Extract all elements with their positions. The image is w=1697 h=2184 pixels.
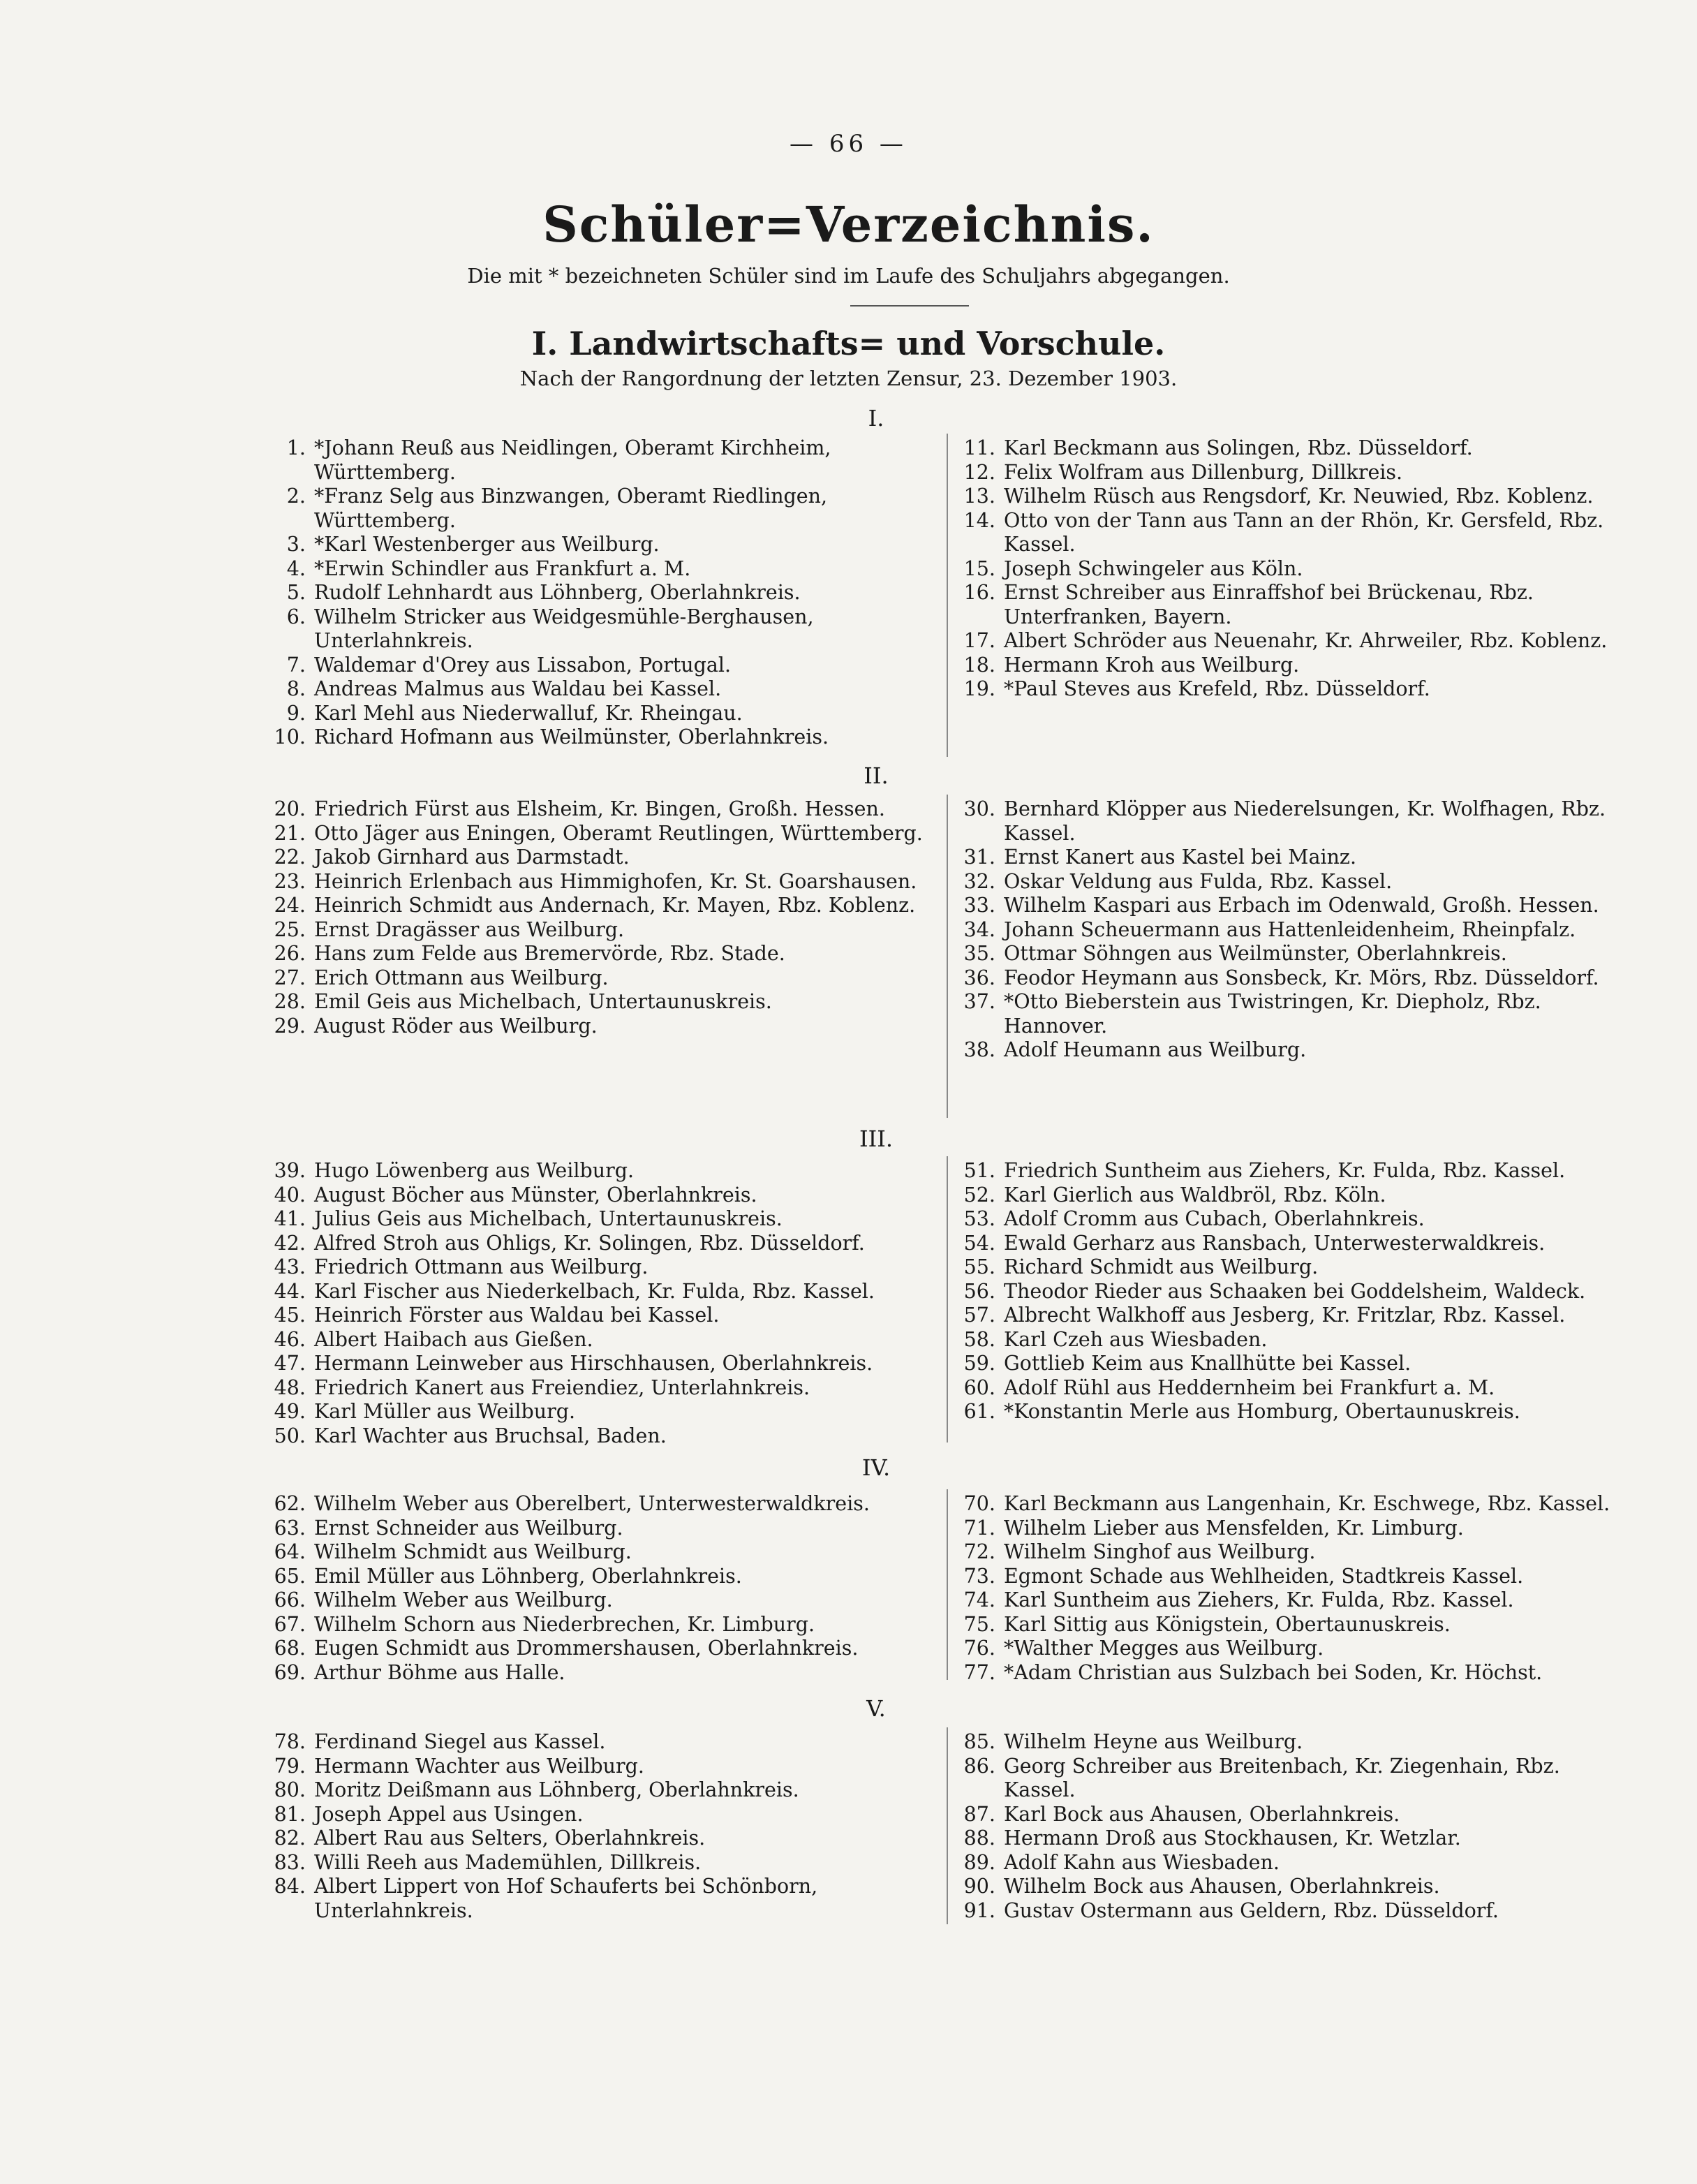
- student-number: 84.: [274, 1875, 306, 1898]
- student-name: Wilhelm Rüsch aus Rengsdorf, Kr. Neuwied, Rbz. Koblenz.: [1004, 485, 1594, 508]
- student-entry: [955, 581, 1625, 629]
- student-name: *Karl Westenberger aus Weilburg.: [314, 533, 660, 556]
- student-column-right: [955, 1492, 1625, 1685]
- student-entry: [265, 1565, 935, 1589]
- student-name: Theodor Rieder aus Schaaken bei Goddelsheim, Waldeck.: [1004, 1279, 1586, 1303]
- student-number: 62.: [274, 1492, 306, 1515]
- student-name: Johann Scheuermann aus Hattenleidenheim, Rheinpfalz.: [1004, 917, 1576, 941]
- student-number: 83.: [274, 1850, 306, 1874]
- student-number: 79.: [274, 1754, 306, 1778]
- student-entry: [955, 1565, 1625, 1589]
- page-subtitle: Die mit * bezeichneten Schüler sind im Laufe des Schuljahrs abgegangen.: [467, 264, 1230, 288]
- student-name: Heinrich Erlenbach aus Himmighofen, Kr. St. Goarshausen.: [314, 869, 917, 893]
- student-number: 86.: [963, 1754, 995, 1778]
- student-entry: [265, 1778, 935, 1803]
- student-entry: [955, 1875, 1625, 1899]
- student-name: Wilhelm Stricker aus Weidgesmühle-Berghausen, Unterlahnkreis.: [314, 605, 814, 652]
- student-entry: [265, 1183, 935, 1208]
- student-number: 75.: [963, 1612, 995, 1636]
- student-name: Ewald Gerharz aus Ransbach, Unterwesterwaldkreis.: [1004, 1231, 1546, 1255]
- student-name: Emil Müller aus Löhnberg, Oberlahnkreis.: [314, 1564, 742, 1588]
- student-number: 48.: [274, 1375, 306, 1399]
- student-entry: [955, 1803, 1625, 1827]
- page-title: Schüler=Verzeichnis.: [542, 195, 1155, 253]
- student-number: 57.: [963, 1304, 995, 1327]
- student-number: 3.: [286, 533, 306, 556]
- student-entry: [955, 1827, 1625, 1851]
- column-divider: [947, 434, 948, 757]
- student-number: 2.: [286, 485, 306, 508]
- student-column-right: [955, 1159, 1625, 1424]
- student-entry: [265, 1400, 935, 1424]
- student-entry: [265, 485, 935, 533]
- student-number: 27.: [274, 966, 306, 989]
- student-number: 54.: [963, 1231, 995, 1255]
- student-entry: [955, 1517, 1625, 1541]
- student-entry: [265, 822, 935, 846]
- student-entry: [955, 1661, 1625, 1685]
- student-column-left: [265, 436, 935, 750]
- student-number: 53.: [963, 1207, 995, 1230]
- student-column-left: [265, 1730, 935, 1923]
- student-name: Hermann Kroh aus Weilburg.: [1004, 653, 1300, 677]
- student-entry: [955, 1400, 1625, 1424]
- student-number: 66.: [274, 1588, 306, 1611]
- student-name: Otto Jäger aus Eningen, Oberamt Reutlingen, Württemberg.: [314, 821, 923, 845]
- student-entry: [955, 1183, 1625, 1208]
- student-entry: [955, 966, 1625, 991]
- student-number: 44.: [274, 1279, 306, 1303]
- student-number: 30.: [963, 797, 995, 820]
- student-number: 1.: [286, 436, 306, 459]
- class-label: II.: [864, 762, 889, 789]
- student-number: 58.: [963, 1327, 995, 1351]
- student-entry: [955, 509, 1625, 557]
- student-number: 19.: [963, 677, 995, 700]
- student-number: 35.: [963, 942, 995, 965]
- student-name: *Franz Selg aus Binzwangen, Oberamt Riedlingen, Württemberg.: [314, 485, 828, 532]
- student-entry: [265, 1588, 935, 1613]
- student-entry: [265, 1328, 935, 1352]
- student-name: Hermann Wachter aus Weilburg.: [314, 1754, 644, 1778]
- student-entry: [955, 1637, 1625, 1661]
- student-name: Felix Wolfram aus Dillenburg, Dillkreis.: [1004, 460, 1403, 484]
- column-divider: [947, 795, 948, 1118]
- student-entry: [265, 1014, 935, 1039]
- student-entry: [265, 1207, 935, 1232]
- student-number: 51.: [963, 1159, 995, 1182]
- student-entry: [265, 605, 935, 654]
- student-entry: [955, 1899, 1625, 1924]
- student-entry: [955, 1492, 1625, 1517]
- student-name: Joseph Appel aus Usingen.: [314, 1802, 584, 1826]
- student-number: 70.: [963, 1492, 995, 1515]
- student-entry: [955, 918, 1625, 943]
- student-name: Hans zum Felde aus Bremervörde, Rbz. Stade.: [314, 942, 785, 965]
- student-name: Adolf Heumann aus Weilburg.: [1004, 1038, 1307, 1061]
- student-number: 73.: [963, 1564, 995, 1588]
- student-name: Jakob Girnhard aus Darmstadt.: [314, 846, 630, 869]
- student-entry: [265, 870, 935, 894]
- student-name: Julius Geis aus Michelbach, Untertaunuskreis.: [314, 1207, 783, 1230]
- student-entry: [265, 1304, 935, 1328]
- student-number: 60.: [963, 1375, 995, 1399]
- student-number: 18.: [963, 653, 995, 677]
- student-entry: [265, 918, 935, 943]
- student-name: Ernst Schreiber aus Einraffshof bei Brückenau, Rbz. Unterfranken, Bayern.: [1004, 581, 1534, 628]
- student-number: 4.: [286, 556, 306, 580]
- student-name: August Röder aus Weilburg.: [314, 1014, 598, 1038]
- student-entry: [265, 1827, 935, 1851]
- student-entry: [265, 533, 935, 557]
- student-name: Joseph Schwingeler aus Köln.: [1004, 556, 1303, 580]
- student-number: 67.: [274, 1612, 306, 1636]
- student-name: Adolf Kahn aus Wiesbaden.: [1004, 1850, 1280, 1874]
- student-number: 23.: [274, 869, 306, 893]
- student-entry: [955, 870, 1625, 894]
- student-entry: [265, 942, 935, 966]
- student-name: Willi Reeh aus Mademühlen, Dillkreis.: [314, 1850, 702, 1874]
- student-number: 40.: [274, 1183, 306, 1207]
- student-number: 72.: [963, 1540, 995, 1563]
- student-number: 68.: [274, 1637, 306, 1660]
- student-number: 34.: [963, 917, 995, 941]
- student-name: Albert Schröder aus Neuenahr, Kr. Ahrweiler, Rbz. Koblenz.: [1004, 629, 1608, 652]
- student-name: Wilhelm Weber aus Weilburg.: [314, 1588, 613, 1611]
- student-name: Karl Beckmann aus Langenhain, Kr. Eschwege, Rbz. Kassel.: [1004, 1492, 1610, 1515]
- student-entry: [955, 990, 1625, 1038]
- student-name: Wilhelm Singhof aus Weilburg.: [1004, 1540, 1316, 1563]
- student-entry: [265, 1803, 935, 1827]
- student-number: 74.: [963, 1588, 995, 1611]
- title-rule: [850, 305, 969, 307]
- student-number: 15.: [963, 556, 995, 580]
- student-name: Heinrich Schmidt aus Andernach, Kr. Mayen, Rbz. Koblenz.: [314, 894, 916, 917]
- student-entry: [955, 1730, 1625, 1755]
- student-number: 9.: [286, 701, 306, 725]
- student-name: Ernst Schneider aus Weilburg.: [314, 1516, 623, 1540]
- student-number: 85.: [963, 1730, 995, 1753]
- column-divider: [947, 1727, 948, 1924]
- student-number: 50.: [274, 1424, 306, 1447]
- student-number: 80.: [274, 1778, 306, 1801]
- student-name: Karl Gierlich aus Waldbröl, Rbz. Köln.: [1004, 1183, 1386, 1207]
- student-name: Erich Ottmann aus Weilburg.: [314, 966, 609, 989]
- student-entry: [955, 1613, 1625, 1637]
- student-number: 41.: [274, 1207, 306, 1230]
- student-number: 26.: [274, 942, 306, 965]
- student-number: 17.: [963, 629, 995, 652]
- student-number: 10.: [274, 725, 306, 748]
- student-entry: [265, 1280, 935, 1304]
- section-subheading: Nach der Rangordnung der letzten Zensur, 23. Dezember 1903.: [519, 367, 1178, 390]
- student-number: 12.: [963, 460, 995, 484]
- student-number: 55.: [963, 1255, 995, 1278]
- student-number: 90.: [963, 1875, 995, 1898]
- student-name: Friedrich Ottmann aus Weilburg.: [314, 1255, 649, 1278]
- student-name: *Otto Bieberstein aus Twistringen, Kr. Diepholz, Rbz. Hannover.: [1004, 990, 1541, 1038]
- student-entry: [955, 629, 1625, 654]
- student-number: 22.: [274, 846, 306, 869]
- student-number: 5.: [286, 581, 306, 604]
- student-entry: [955, 677, 1625, 702]
- student-name: Friedrich Suntheim aus Ziehers, Kr. Fulda, Rbz. Kassel.: [1004, 1159, 1566, 1182]
- student-number: 7.: [286, 653, 306, 677]
- student-name: Karl Bock aus Ahausen, Oberlahnkreis.: [1004, 1802, 1400, 1826]
- student-number: 89.: [963, 1850, 995, 1874]
- student-entry: [955, 1255, 1625, 1280]
- class-label: V.: [866, 1695, 886, 1722]
- student-name: Adolf Cromm aus Cubach, Oberlahnkreis.: [1004, 1207, 1425, 1230]
- student-entry: [955, 1232, 1625, 1256]
- student-number: 76.: [963, 1637, 995, 1660]
- student-number: 81.: [274, 1802, 306, 1826]
- student-name: August Böcher aus Münster, Oberlahnkreis.: [314, 1183, 757, 1207]
- student-name: Wilhelm Schmidt aus Weilburg.: [314, 1540, 632, 1563]
- student-name: Gustav Ostermann aus Geldern, Rbz. Düsseldorf.: [1004, 1898, 1499, 1922]
- student-entry: [265, 894, 935, 918]
- student-name: Karl Beckmann aus Solingen, Rbz. Düsseldorf.: [1004, 436, 1473, 459]
- student-entry: [265, 990, 935, 1014]
- student-name: Karl Suntheim aus Ziehers, Kr. Fulda, Rbz. Kassel.: [1004, 1588, 1514, 1611]
- student-name: Friedrich Kanert aus Freiendiez, Unterlahnkreis.: [314, 1375, 810, 1399]
- student-number: 8.: [286, 677, 306, 700]
- student-column-left: [265, 797, 935, 1038]
- student-number: 6.: [286, 605, 306, 628]
- student-number: 21.: [274, 821, 306, 845]
- student-name: *Walther Megges aus Weilburg.: [1004, 1637, 1324, 1660]
- student-name: Georg Schreiber aus Breitenbach, Kr. Ziegenhain, Rbz. Kassel.: [1004, 1754, 1560, 1801]
- student-entry: [955, 1588, 1625, 1613]
- student-number: 91.: [963, 1898, 995, 1922]
- student-entry: [955, 846, 1625, 870]
- student-entry: [955, 1376, 1625, 1401]
- student-name: Karl Mehl aus Niederwalluf, Kr. Rheingau.: [314, 701, 743, 725]
- student-entry: [265, 677, 935, 702]
- student-name: Hermann Leinweber aus Hirschhausen, Oberlahnkreis.: [314, 1352, 873, 1375]
- student-column-left: [265, 1159, 935, 1448]
- student-entry: [955, 1207, 1625, 1232]
- student-name: Karl Fischer aus Niederkelbach, Kr. Fulda, Rbz. Kassel.: [314, 1279, 875, 1303]
- student-name: Richard Hofmann aus Weilmünster, Oberlahnkreis.: [314, 725, 829, 748]
- student-entry: [955, 557, 1625, 582]
- student-name: Ottmar Söhngen aus Weilmünster, Oberlahnkreis.: [1004, 942, 1507, 965]
- student-name: Bernhard Klöpper aus Niederelsungen, Kr. Wolfhagen, Rbz. Kassel.: [1004, 797, 1606, 845]
- student-entry: [955, 1159, 1625, 1183]
- student-number: 42.: [274, 1231, 306, 1255]
- student-entry: [955, 1038, 1625, 1063]
- student-number: 47.: [274, 1352, 306, 1375]
- student-name: Wilhelm Lieber aus Mensfelden, Kr. Limburg.: [1004, 1516, 1464, 1540]
- class-label: III.: [859, 1126, 894, 1152]
- student-entry: [955, 1755, 1625, 1803]
- student-entry: [265, 1352, 935, 1376]
- student-name: Waldemar d'Orey aus Lissabon, Portugal.: [314, 653, 732, 677]
- student-name: Albrecht Walkhoff aus Jesberg, Kr. Fritzlar, Rbz. Kassel.: [1004, 1304, 1566, 1327]
- student-number: 13.: [963, 485, 995, 508]
- student-number: 71.: [963, 1516, 995, 1540]
- student-name: Egmont Schade aus Wehlheiden, Stadtkreis Kassel.: [1004, 1564, 1524, 1588]
- student-number: 33.: [963, 894, 995, 917]
- student-name: Heinrich Förster aus Waldau bei Kassel.: [314, 1304, 720, 1327]
- student-name: *Adam Christian aus Sulzbach bei Soden, Kr. Höchst.: [1004, 1660, 1543, 1684]
- student-number: 87.: [963, 1802, 995, 1826]
- student-number: 52.: [963, 1183, 995, 1207]
- student-name: Ernst Dragässer aus Weilburg.: [314, 917, 625, 941]
- student-entry: [265, 1255, 935, 1280]
- student-entry: [265, 1637, 935, 1661]
- student-entry: [265, 1159, 935, 1183]
- student-entry: [955, 654, 1625, 678]
- student-name: Wilhelm Schorn aus Niederbrechen, Kr. Limburg.: [314, 1612, 815, 1636]
- student-entry: [955, 1328, 1625, 1352]
- student-name: Hermann Droß aus Stockhausen, Kr. Wetzlar.: [1004, 1827, 1461, 1850]
- student-column-right: [955, 436, 1625, 702]
- class-label: I.: [868, 405, 884, 431]
- student-number: 61.: [963, 1400, 995, 1423]
- student-number: 29.: [274, 1014, 306, 1038]
- student-number: 77.: [963, 1660, 995, 1684]
- student-name: Oskar Veldung aus Fulda, Rbz. Kassel.: [1004, 869, 1393, 893]
- student-number: 32.: [963, 869, 995, 893]
- student-name: Gottlieb Keim aus Knallhütte bei Kassel.: [1004, 1352, 1411, 1375]
- student-name: Karl Czeh aus Wiesbaden.: [1004, 1327, 1268, 1351]
- student-entry: [265, 436, 935, 485]
- student-entry: [955, 436, 1625, 461]
- student-entry: [265, 1232, 935, 1256]
- student-number: 59.: [963, 1352, 995, 1375]
- student-entry: [265, 1730, 935, 1755]
- student-name: Richard Schmidt aus Weilburg.: [1004, 1255, 1319, 1278]
- student-entry: [265, 1517, 935, 1541]
- student-name: Albert Lippert von Hof Schauferts bei Schönborn, Unterlahnkreis.: [314, 1875, 818, 1922]
- student-name: Wilhelm Heyne aus Weilburg.: [1004, 1730, 1303, 1753]
- column-divider: [947, 1156, 948, 1443]
- student-entry: [265, 1613, 935, 1637]
- student-name: *Paul Steves aus Krefeld, Rbz. Düsseldorf.: [1004, 677, 1430, 700]
- student-entry: [265, 1424, 935, 1449]
- student-name: Moritz Deißmann aus Löhnberg, Oberlahnkreis.: [314, 1778, 799, 1801]
- student-entry: [265, 1492, 935, 1517]
- page-number: — 66 —: [790, 130, 907, 158]
- student-number: 49.: [274, 1400, 306, 1423]
- student-number: 38.: [963, 1038, 995, 1061]
- student-name: Karl Wachter aus Bruchsal, Baden.: [314, 1424, 667, 1447]
- student-entry: [955, 1280, 1625, 1304]
- student-entry: [955, 485, 1625, 509]
- student-name: Ernst Kanert aus Kastel bei Mainz.: [1004, 846, 1356, 869]
- student-name: Karl Müller aus Weilburg.: [314, 1400, 576, 1423]
- student-name: Albert Rau aus Selters, Oberlahnkreis.: [314, 1827, 706, 1850]
- student-number: 64.: [274, 1540, 306, 1563]
- student-number: 82.: [274, 1827, 306, 1850]
- student-entry: [955, 1352, 1625, 1376]
- student-entry: [265, 581, 935, 605]
- student-name: Wilhelm Kaspari aus Erbach im Odenwald, Großh. Hessen.: [1004, 894, 1599, 917]
- student-name: Hugo Löwenberg aus Weilburg.: [314, 1159, 635, 1182]
- student-entry: [955, 797, 1625, 846]
- student-entry: [265, 1875, 935, 1923]
- student-name: Rudolf Lehnhardt aus Löhnberg, Oberlahnkreis.: [314, 581, 801, 604]
- student-name: *Konstantin Merle aus Homburg, Obertaunuskreis.: [1004, 1400, 1520, 1423]
- student-number: 16.: [963, 581, 995, 604]
- student-number: 69.: [274, 1660, 306, 1684]
- student-name: Feodor Heymann aus Sonsbeck, Kr. Mörs, Rbz. Düsseldorf.: [1004, 966, 1599, 989]
- student-entry: [265, 1755, 935, 1779]
- student-entry: [265, 1851, 935, 1875]
- student-column-right: [955, 1730, 1625, 1923]
- student-number: 56.: [963, 1279, 995, 1303]
- student-number: 24.: [274, 894, 306, 917]
- student-name: Karl Sittig aus Königstein, Obertaunuskreis.: [1004, 1612, 1451, 1636]
- student-number: 43.: [274, 1255, 306, 1278]
- student-name: Eugen Schmidt aus Drommershausen, Oberlahnkreis.: [314, 1637, 859, 1660]
- student-entry: [265, 702, 935, 726]
- student-entry: [265, 1540, 935, 1565]
- student-number: 46.: [274, 1327, 306, 1351]
- student-number: 37.: [963, 990, 995, 1013]
- student-name: Emil Geis aus Michelbach, Untertaunuskreis.: [314, 990, 772, 1013]
- student-entry: [265, 1661, 935, 1685]
- student-number: 25.: [274, 917, 306, 941]
- student-number: 88.: [963, 1827, 995, 1850]
- student-name: Ferdinand Siegel aus Kassel.: [314, 1730, 606, 1753]
- student-entry: [265, 797, 935, 822]
- student-name: Adolf Rühl aus Heddernheim bei Frankfurt a. M.: [1004, 1375, 1495, 1399]
- student-name: Wilhelm Bock aus Ahausen, Oberlahnkreis.: [1004, 1875, 1440, 1898]
- column-divider: [947, 1489, 948, 1680]
- student-column-left: [265, 1492, 935, 1685]
- student-column-right: [955, 797, 1625, 1063]
- student-number: 20.: [274, 797, 306, 820]
- student-name: *Johann Reuß aus Neidlingen, Oberamt Kirchheim, Württemberg.: [314, 436, 831, 484]
- student-entry: [955, 1304, 1625, 1328]
- student-entry: [955, 1851, 1625, 1875]
- student-entry: [955, 894, 1625, 918]
- student-number: 78.: [274, 1730, 306, 1753]
- student-number: 28.: [274, 990, 306, 1013]
- student-name: Andreas Malmus aus Waldau bei Kassel.: [314, 677, 722, 700]
- student-entry: [265, 725, 935, 750]
- student-number: 11.: [963, 436, 995, 459]
- student-entry: [955, 1540, 1625, 1565]
- student-name: Albert Haibach aus Gießen.: [314, 1327, 593, 1351]
- student-number: 65.: [274, 1564, 306, 1588]
- student-entry: [955, 942, 1625, 966]
- student-entry: [265, 966, 935, 991]
- student-entry: [265, 1376, 935, 1401]
- student-number: 36.: [963, 966, 995, 989]
- student-name: *Erwin Schindler aus Frankfurt a. M.: [314, 556, 691, 580]
- student-entry: [265, 846, 935, 870]
- student-number: 45.: [274, 1304, 306, 1327]
- student-name: Friedrich Fürst aus Elsheim, Kr. Bingen, Großh. Hessen.: [314, 797, 885, 820]
- student-number: 63.: [274, 1516, 306, 1540]
- student-name: Wilhelm Weber aus Oberelbert, Unterwesterwaldkreis.: [314, 1492, 870, 1515]
- student-entry: [265, 557, 935, 582]
- section-heading: I. Landwirtschafts= und Vorschule.: [531, 325, 1166, 362]
- student-name: Arthur Böhme aus Halle.: [314, 1660, 565, 1684]
- student-number: 31.: [963, 846, 995, 869]
- student-entry: [265, 654, 935, 678]
- student-name: Otto von der Tann aus Tann an der Rhön, Kr. Gersfeld, Rbz. Kassel.: [1004, 508, 1604, 556]
- student-number: 39.: [274, 1159, 306, 1182]
- class-label: IV.: [861, 1454, 891, 1481]
- student-name: Alfred Stroh aus Ohligs, Kr. Solingen, Rbz. Düsseldorf.: [314, 1231, 865, 1255]
- student-number: 14.: [963, 508, 995, 532]
- student-entry: [955, 461, 1625, 485]
